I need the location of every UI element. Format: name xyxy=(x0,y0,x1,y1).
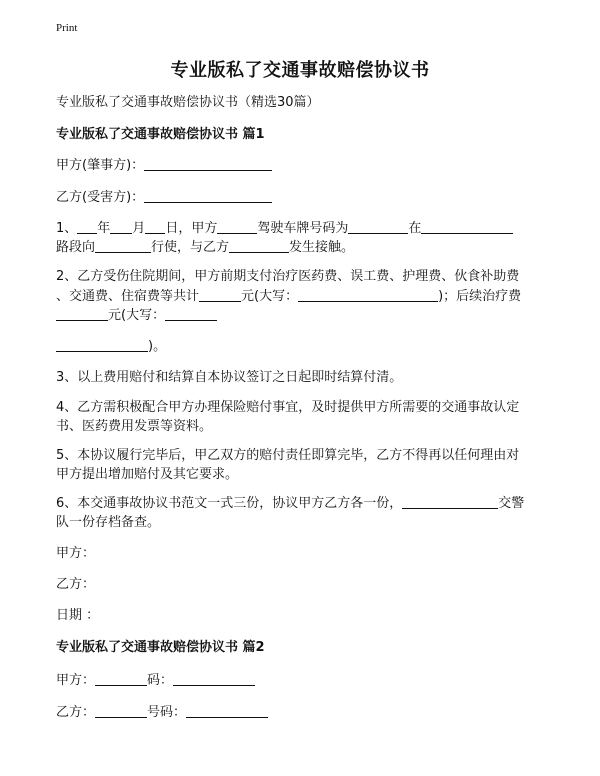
blank xyxy=(95,671,147,686)
text: 元(大写： xyxy=(241,289,299,304)
clause-4-line-2: 书、医药费用发票等资料。 xyxy=(56,419,213,434)
sign-date: 日期 ： xyxy=(56,608,100,623)
blank xyxy=(56,306,108,321)
clause-5-line-1: 5、本协议履行完毕后，甲乙双方的赔付责任即算完毕，乙方不得再以任何理由对 xyxy=(56,448,520,463)
text: )；后续治疗费 xyxy=(438,289,522,304)
party-b-line xyxy=(56,187,272,209)
blank xyxy=(110,219,132,234)
text: 日，甲方 xyxy=(165,221,218,236)
blank xyxy=(348,219,408,234)
blank xyxy=(186,703,268,718)
blank xyxy=(217,219,257,234)
blank xyxy=(173,671,255,686)
section2-party-b-line xyxy=(56,702,268,724)
text: 元(大写： xyxy=(108,308,166,323)
sign-party-a: 甲方： xyxy=(56,546,96,561)
blank xyxy=(77,219,97,234)
blank xyxy=(199,287,241,302)
text: 月 xyxy=(132,221,146,236)
text: 驾驶车牌号码为 xyxy=(257,221,349,236)
clause-3: 3、以上费用赔付和结算自本协议签订之日起即时结算付清。 xyxy=(56,370,403,385)
text: 6、本交通事故协议书范文一式三份，协议甲方乙方各一份， xyxy=(56,496,403,511)
subtitle: 专业版私了交通事故赔偿协议书（精选30篇） xyxy=(56,95,320,110)
text: 交警 xyxy=(498,496,525,511)
blank xyxy=(298,287,438,302)
clause-5-line-2: 甲方提出增加赔付及其它要求。 xyxy=(56,467,239,482)
sign-party-b: 乙方： xyxy=(56,577,96,592)
party-b-label: 乙方(受害方)： xyxy=(56,190,145,205)
section2-heading: 专业版私了交通事故赔偿协议书 篇2 xyxy=(56,640,265,655)
blank xyxy=(56,337,148,352)
clause-2-line-4 xyxy=(56,336,166,358)
party-a-line xyxy=(56,155,272,177)
text: 行使，与乙方 xyxy=(151,240,230,255)
print-link[interactable]: Print xyxy=(56,22,78,34)
text: 在 xyxy=(408,221,422,236)
blank xyxy=(144,188,272,203)
party-a-label: 甲方(肇事方)： xyxy=(56,158,145,173)
text: 乙方： xyxy=(56,705,96,720)
blank xyxy=(402,494,498,509)
clause-6-line-2: 队一份存档备查。 xyxy=(56,515,161,530)
blank xyxy=(95,238,151,253)
document-title: 专业版私了交通事故赔偿协议书 xyxy=(170,60,430,81)
text: 码： xyxy=(147,673,174,688)
text: 号码： xyxy=(147,705,187,720)
text: 路段向 xyxy=(56,240,96,255)
clause-2-line-3 xyxy=(56,305,217,327)
clause-1-line-2 xyxy=(56,237,354,259)
clause-2-line-1: 2、乙方受伤住院期间，甲方前期支付治疗医药费、误工费、护理费、伙食补助费 xyxy=(56,269,520,284)
section1-heading: 专业版私了交通事故赔偿协议书 篇1 xyxy=(56,127,265,142)
blank xyxy=(95,703,147,718)
clause-number: 1、 xyxy=(56,221,78,236)
blank xyxy=(229,238,289,253)
text: 年 xyxy=(97,221,111,236)
text: 发生接触。 xyxy=(289,240,355,255)
blank xyxy=(145,219,165,234)
blank xyxy=(144,156,272,171)
section2-party-a-line xyxy=(56,670,255,692)
text: )。 xyxy=(148,339,167,354)
blank xyxy=(165,306,217,321)
text: 、交通费、住宿费等共计 xyxy=(56,289,200,304)
clause-4-line-1: 4、乙方需积极配合甲方办理保险赔付事宜，及时提供甲方所需要的交通事故认定 xyxy=(56,400,520,415)
text: 甲方： xyxy=(56,673,96,688)
blank xyxy=(421,219,513,234)
